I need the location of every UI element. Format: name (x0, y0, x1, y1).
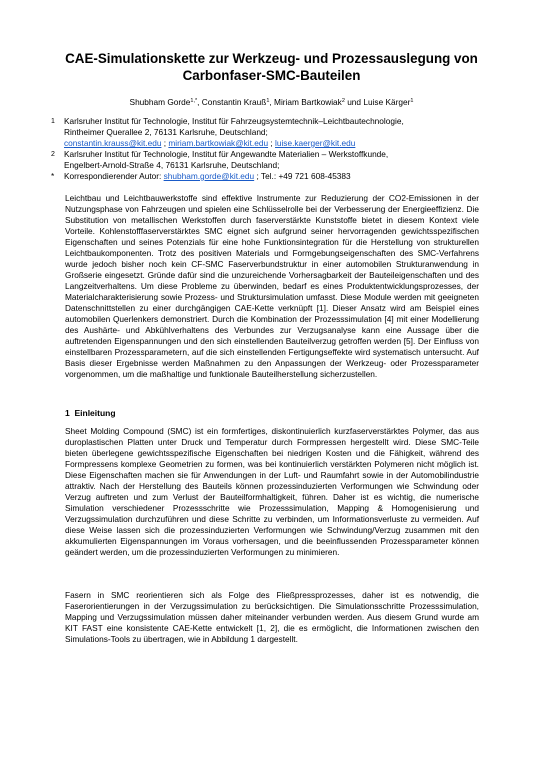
paper-title (40, 50, 503, 84)
author-affiliation-mark: 1 (266, 98, 270, 104)
email-link-krauss[interactable]: constantin.krauss@kit.edu (64, 138, 162, 148)
affiliation-1-mark: 1 (51, 118, 55, 125)
affiliation-2 (64, 149, 514, 171)
body-paragraph-1: Sheet Molding Compound (SMC) ist ein formfertiges, diskontinuierlich kurzfaserverstärktes Polymer, das aus duroplastischen Platten unter Druck und Temperatur durch Formpressen hergestellt wird. Diese SMC-Teile bieten überlegene gewichtsspezifische Eigenschaften bei niedrigen Kosten und die Fähigkeit, während des Formpressens komplexe Geometrien zu formen, was bei kontinuierlich verstärkten Polymeren nicht möglich ist. Diese Eigenschaften machen sie für Anwendungen in der Luft- und Raumfahrt sowie in der Automobilindustrie attraktiv. Nach der Herstellung des Bauteils können prozessinduzierten Verformungen wie Schwindung oder Verzug auftreten und zum Verlust der Bauteilformhaltigkeit, führen. Daher ist es wichtig, die numerische Simulation verschiedener Prozessschritte wie Prozesssimulation, Mapping & Homogenisierung und Verzugssimulation durchzuführen und diese Schritte zu verbinden, um Informationsverluste zu vermeiden. Auf diese Weise lassen sich die prozessinduzierten Verformungen wie Schwindung/Verzug zusammen mit den akkumulierten Eigenspannungen im Voraus vorhersagen, und die beeinflussenden Prozessparameter können geändert werden, um die prozessinduzierten Verformungen zu minimieren. (65, 426, 479, 557)
affiliation-2-line-1: Karlsruher Institut für Technologie, Institut für Angewandte Materialien – Werkstoffkunde, (64, 149, 389, 159)
author-affiliation-mark: 1 (410, 98, 414, 104)
corresponding-author-phone: ; Tel.: +49 721 608-45383 (254, 171, 351, 181)
author-separator: , (269, 97, 275, 107)
author-separator: , (197, 97, 202, 107)
author-list (40, 97, 503, 108)
author-affiliation-mark: 2 (341, 98, 345, 104)
author-name: Constantin Krauß (201, 97, 267, 107)
email-link-gorde[interactable]: shubham.gorde@kit.edu (163, 171, 255, 181)
affiliation-2-line-2: Engelbert-Arnold-Straße 4, 76131 Karlsruhe, Deutschland; (64, 160, 280, 170)
affiliation-1 (64, 116, 514, 149)
section-heading-introduction (65, 408, 116, 419)
author-affiliation-mark: 1,* (190, 98, 198, 104)
email-separator: ; (268, 138, 275, 148)
author-name: Luise Kärger (363, 97, 411, 107)
author-separator: und (344, 97, 364, 107)
author-name: Miriam Bartkowiak (274, 97, 342, 107)
email-link-kaerger[interactable]: luise.kaerger@kit.edu (275, 138, 356, 148)
affiliation-1-line-1: Karlsruher Institut für Technologie, Institut für Fahrzeugsystemtechnik–Leichtbautechnologie, (64, 116, 404, 126)
email-separator: ; (161, 138, 169, 148)
corresponding-author-label: Korrespondierender Autor: (64, 171, 164, 181)
body-paragraph-2: Fasern in SMC reorientieren sich als Folge des Fließpressprozesses, daher ist es notwendig, die Faserorientierungen in der Verzugssimulation zu berücksichtigen. Die Simulationsschritte Prozesssimulation, Mapping und Verzugssimulation müssen daher miteinander verbunden werden. Aus diesem Grund wurde am KIT FAST eine konsistente CAE-Kette entwickelt [1, 2], die es ermöglicht, die Informationen zwischen den Simulations-Tools zu übertragen, wie in Abbildung 1 dargestellt. (65, 590, 479, 644)
abstract-paragraph: Leichtbau und Leichtbauwerkstoffe sind effektive Instrumente zur Reduzierung der CO2-Emissionen in der Nutzungsphase von Fahrzeugen und spielen eine Schlüsselrolle bei der Verbesserung der Energieeffizienz. Die Substitution von metallischen Werkstoffen durch faserverstärkte Kunststoffe bietet in diesem Kontext viele Vorteile. Kohlenstofffaserverstärktes SMC eignet sich aufgrund seiner hervorragenden gewichtsspezifischen Eigenschaften und seines Potenzials für eine hohe Funktionsintegration für die Herstellung von strukturellen Leichtbaukomponenten. Trotz des positiven Materials und Formgebungseigenschaften des SMC-Verfahrens wurde jedoch bisher noch kein CF-SMC Faserverbundstruktur in einer automobilen Strukturanwendung in Großserie eingesetzt. Gründe dafür sind die unzureichende Vorhersagbarkeit der Bauteileigenschaften und des Langzeitverhaltens. Um diese Probleme zu überwinden, bedarf es eines Produktentwicklungsprozesses, der Materialcharakterisierung sowie Prozess- und Struktursimulation umfasst. Diese Module werden mit geeigneten Datenschnittstellen zu einer durchgängigen CAE-Kette verknüpft [1]. Dieser Ansatz wird am Beispiel eines automobilen Querlenkers demonstriert. Durch die Kombination der Prozesssimulation [4] mit einer Modellierung des Aushärte- und Abkühlverhaltens des Verbundes zur Verzugsanalyse kann eine Aussage über die auftretenden Eigenspannungen und den sich einstellenden Bauteilverzug getroffen werden [5]. Der Einfluss von einstellbaren Prozessparametern, auf die sich einstellenden Fertigungseffekte wird systematisch untersucht. Auf Basis dieser Ergebnisse werden Maßnahmen zu den Anpassungen der Werkzeug- oder Prozessparameter vorgenommen, um die maßhaltige und funktionale Bauteilherstellung sicherzustellen. (65, 193, 479, 379)
email-link-bartkowiak[interactable]: miriam.bartkowiak@kit.edu (168, 138, 269, 148)
corresponding-author (64, 171, 514, 182)
section-number: 1 (65, 408, 70, 418)
affiliation-2-mark: 2 (51, 151, 55, 158)
title-line-2: Carbonfaser-SMC-Bauteilen (182, 68, 361, 83)
affiliation-1-line-2: Rintheimer Querallee 2, 76131 Karlsruhe, Deutschland; (64, 127, 268, 137)
corresponding-author-mark: * (51, 171, 55, 181)
title-line-1: CAE-Simulationskette zur Werkzeug- und Prozessauslegung von (65, 51, 478, 66)
author-name: Shubham Gorde (129, 97, 191, 107)
section-title: Einleitung (74, 408, 116, 418)
